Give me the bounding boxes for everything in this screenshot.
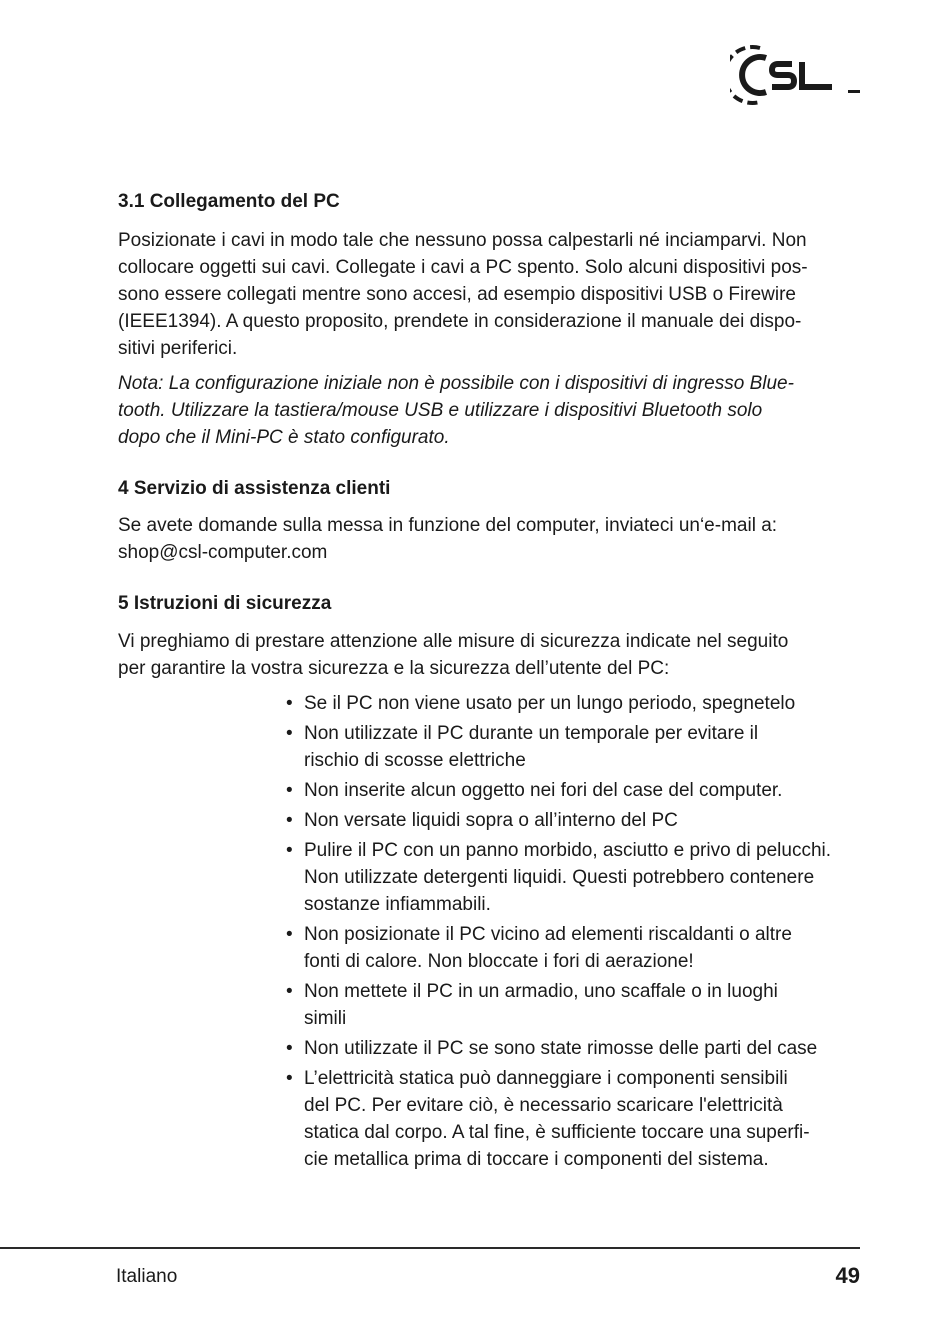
csl-logo <box>730 40 862 110</box>
connection-paragraph: Posizionate i cavi in modo tale che nessuno possa calpestarli né inciamparvi. Non collocare oggetti sui cavi. Collegate i cavi a PC spento. Solo alcuni dispositivi pos- sono essere collegati mentre sono accesi, ad esempio dispositivi USB o Firewire (IEEE1394). A questo proposito, prendete in considerazione il manuale dei dispo- sitivi periferici. <box>118 230 808 359</box>
csl-logo-icon <box>730 40 862 110</box>
list-item: • Non mettete il PC in un armadio, uno scaffale o in luoghi simili <box>286 978 876 1032</box>
safety-bullet-list <box>286 690 876 1176</box>
list-item: • Non posizionate il PC vicino ad elementi riscaldanti o altre fonti di calore. Non bloccate i fori di aerazione! <box>286 921 876 975</box>
footer-language: Italiano <box>116 1266 178 1287</box>
safety-intro-paragraph: Vi preghiamo di prestare attenzione alle misure di sicurezza indicate nel seguito per garantire la vostra sicurezza e la sicurezza dell’utente del PC: <box>118 631 789 679</box>
bluetooth-note: Nota: La configurazione iniziale non è possibile con i dispositivi di ingresso Blue- tooth. Utilizzare la tastiera/mouse USB e utilizzare i dispositivi Bluetooth solo dopo che il Mini-PC è stato configurato. <box>118 373 794 448</box>
page-number: 49 <box>835 1263 860 1288</box>
list-item: • Non utilizzate il PC se sono state rimosse delle parti del case <box>286 1035 876 1062</box>
section-heading-safety: 5 Istruzioni di sicurezza <box>118 593 332 614</box>
list-item: • Se il PC non viene usato per un lungo periodo, spegnetelo <box>286 690 876 717</box>
list-item: • Non inserite alcun oggetto nei fori del case del computer. <box>286 777 876 804</box>
list-item: • Pulire il PC con un panno morbido, asciutto e privo di pelucchi. Non utilizzate detergenti liquidi. Questi potrebbero contenere sostanze infiammabili. <box>286 837 876 918</box>
section-heading-connection: 3.1 Collegamento del PC <box>118 191 340 212</box>
section-heading-support: 4 Servizio di assistenza clienti <box>118 478 391 499</box>
support-paragraph: Se avete domande sulla messa in funzione del computer, inviateci un‘e-mail a: shop@csl-computer.com <box>118 515 778 563</box>
list-item: • Non utilizzate il PC durante un temporale per evitare il rischio di scosse elettriche <box>286 720 876 774</box>
list-item: • L’elettricità statica può danneggiare i componenti sensibili del PC. Per evitare ciò, è necessario scaricare l'elettricità statica dal corpo. A tal fine, è sufficiente toccare una superfi- cie metallica prima di toccare i componenti del sistema. <box>286 1065 876 1173</box>
footer-divider <box>0 1247 860 1249</box>
list-item: • Non versate liquidi sopra o all’interno del PC <box>286 807 876 834</box>
